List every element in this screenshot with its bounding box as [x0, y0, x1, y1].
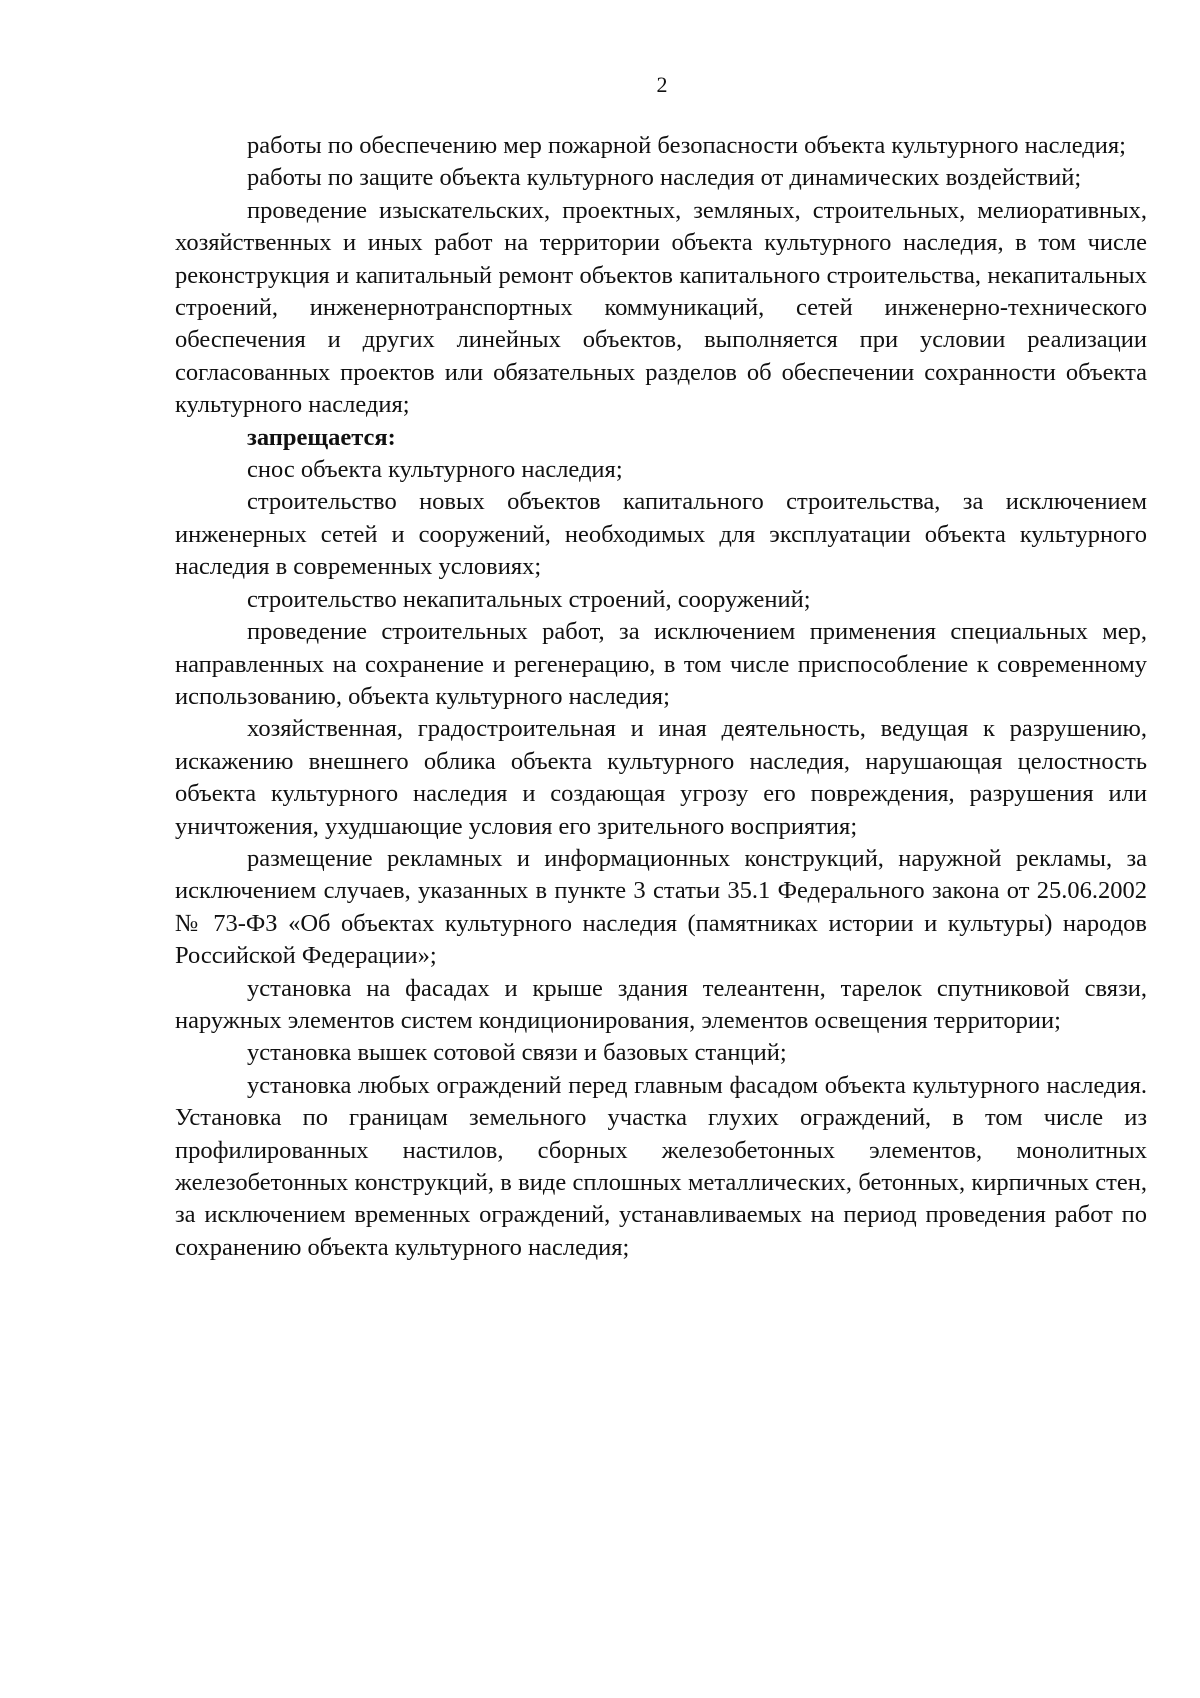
- paragraph: снос объекта культурного наследия;: [247, 456, 623, 484]
- paragraph: установка на фасадах и крыше здания телеантенн, тарелок спутниковой связи, наружных элементов систем кондиционирования, элементов освещения территории;: [175, 974, 1147, 1034]
- paragraph: строительство некапитальных строений, сооружений;: [247, 585, 811, 613]
- section-heading: запрещается:: [247, 423, 396, 451]
- paragraph: проведение строительных работ, за исключением применения специальных мер, направленных на сохранение и регенерацию, в том числе приспособление к современному использованию, объекта культурного наследия;: [175, 618, 1147, 710]
- paragraph: строительство новых объектов капитального строительства, за исключением инженерных сетей и сооружений, необходимых для эксплуатации объекта культурного наследия в современных условиях;: [175, 488, 1147, 581]
- paragraph: работы по защите объекта культурного наследия от динамических воздействий;: [247, 164, 1082, 192]
- paragraph: установка любых ограждений перед главным фасадом объекта культурного наследия. Установка по границам земельного участка глухих ограждений, в том числе из профилированных настилов, сборных железобетонных элементов, монолитных железобетонных конструкций, в виде сплошных металлических, бетонных, кирпичных стен, за исключением временных ограждений, устанавливаемых на период проведения работ по сохранению объекта культурного наследия;: [175, 1071, 1147, 1261]
- page-number: 2: [656, 72, 668, 97]
- document-body: [175, 130, 1147, 1264]
- paragraph: работы по обеспечению мер пожарной безопасности объекта культурного наследия;: [247, 132, 1126, 159]
- paragraph: хозяйственная, градостроительная и иная деятельность, ведущая к разрушению, искажению внешнего облика объекта культурного наследия, нарушающая целостность объекта культурного наследия и создающая угрозу его повреждения, разрушения или уничтожения, ухудшающие условия его зрительного восприятия;: [175, 715, 1147, 840]
- paragraph: установка вышек сотовой связи и базовых станций;: [247, 1039, 787, 1067]
- paragraph: размещение рекламных и информационных конструкций, наружной рекламы, за исключением случаев, указанных в пункте 3 статьи 35.1 Федерального закона от 25.06.2002 № 73-ФЗ «Об объектах культурного наследия (памятниках истории и культуры) народов Российской Федерации»;: [175, 844, 1147, 970]
- paragraph: проведение изыскательских, проектных, земляных, строительных, мелиоративных, хозяйственных и иных работ на территории объекта культурного наследия, в том числе реконструкция и капитальный ремонт объектов капитального строительства, некапитальных строений, инженернотранспортных коммуникаций, сетей инженерно-технического обеспечения и других линейных объектов, выполняется при условии реализации согласованных проектов или обязательных разделов об обеспечении сохранности объекта культурного наследия;: [175, 196, 1147, 419]
